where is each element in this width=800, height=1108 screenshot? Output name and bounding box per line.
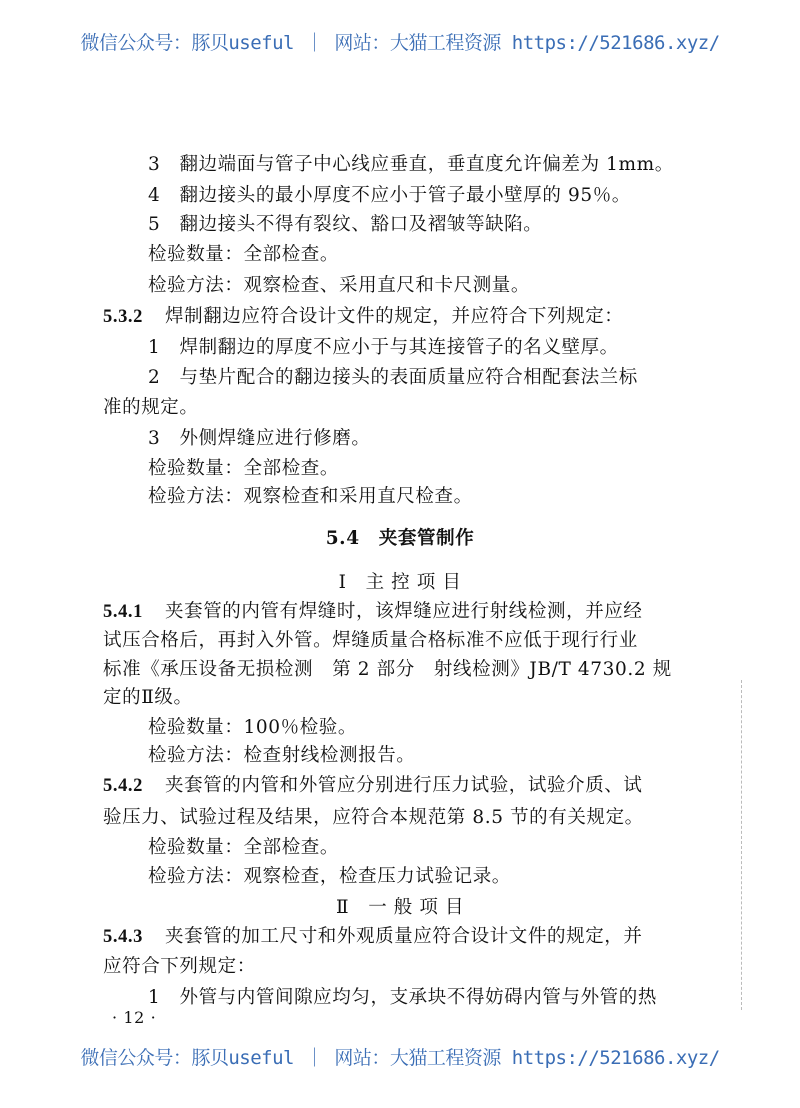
subsection-title: Ⅰ 主 控 项 目 (338, 572, 462, 593)
text-line: 夹套管的加工尺寸和外观质量应符合设计文件的规定，并 (165, 926, 643, 947)
text-line: 应符合下列规定： (103, 956, 256, 977)
text-line: 1 外管与内管间隙应均匀，支承块不得妨碍内管与外管的热 (148, 987, 657, 1008)
section-title: 5.4 夹套管制作 (325, 528, 475, 549)
clause-number: 5.3.2 (103, 307, 143, 327)
text-line: 夹套管的内管有焊缝时，该焊缝应进行射线检测，并应经 (165, 601, 643, 622)
text-line: 3 外侧焊缝应进行修磨。 (148, 428, 371, 449)
clause-5-4-1 (103, 597, 643, 623)
clause-5-4-2 (103, 771, 643, 797)
scan-edge-line (741, 680, 742, 1010)
clause-number: 5.4.3 (103, 927, 143, 947)
text-line: 3 翻边端面与管子中心线应垂直，垂直度允许偏差为 1mm。 (148, 154, 674, 175)
text-line: 夹套管的内管和外管应分别进行压力试验，试验介质、试 (165, 775, 643, 796)
clause-5-4-3 (103, 922, 643, 948)
clause-5-3-2 (103, 302, 623, 328)
text-line: 定的Ⅱ级。 (103, 687, 193, 708)
text-line: 检验方法：观察检查、采用直尺和卡尺测量。 (148, 275, 531, 296)
text-line: 检验数量：全部检查。 (148, 458, 340, 479)
text-line: 焊制翻边应符合设计文件的规定，并应符合下列规定： (165, 306, 624, 327)
text-line: 检验数量：全部检查。 (148, 837, 340, 858)
text-line: 2 与垫片配合的翻边接头的表面质量应符合相配套法兰标 (148, 367, 638, 388)
text-line: 检验方法：观察检查，检查压力试验记录。 (148, 866, 511, 887)
watermark-header: 微信公众号：豚贝useful ｜ 网站：大猫工程资源 https://521686.xyz/ (80, 32, 720, 54)
text-line: 试压合格后，再封入外管。焊缝质量合格标准不应低于现行行业 (103, 630, 638, 651)
text-line: 检验方法：检查射线检测报告。 (148, 745, 416, 766)
text-line: 4 翻边接头的最小厚度不应小于管子最小壁厚的 95％。 (148, 185, 631, 206)
text-line: 检验数量：全部检查。 (148, 244, 340, 265)
page-number: · 12 · (112, 1008, 157, 1027)
text-line: 检验方法：观察检查和采用直尺检查。 (148, 486, 473, 507)
text-line: 验压力、试验过程及结果，应符合本规范第 8.5 节的有关规定。 (103, 807, 644, 828)
text-line: 标准《承压设备无损检测 第 2 部分 射线检测》JB/T 4730.2 规 (103, 659, 672, 680)
clause-number: 5.4.1 (103, 602, 143, 622)
text-line: 1 焊制翻边的厚度不应小于与其连接管子的名义壁厚。 (148, 337, 619, 358)
clause-number: 5.4.2 (103, 776, 143, 796)
subsection-title: Ⅱ 一 般 项 目 (335, 897, 465, 918)
text-line: 检验数量：100％检验。 (148, 717, 358, 738)
watermark-footer: 微信公众号：豚贝useful ｜ 网站：大猫工程资源 https://521686.xyz/ (80, 1047, 720, 1069)
text-line: 准的规定。 (103, 397, 199, 418)
text-line: 5 翻边接头不得有裂纹、豁口及褶皱等缺陷。 (148, 214, 543, 235)
